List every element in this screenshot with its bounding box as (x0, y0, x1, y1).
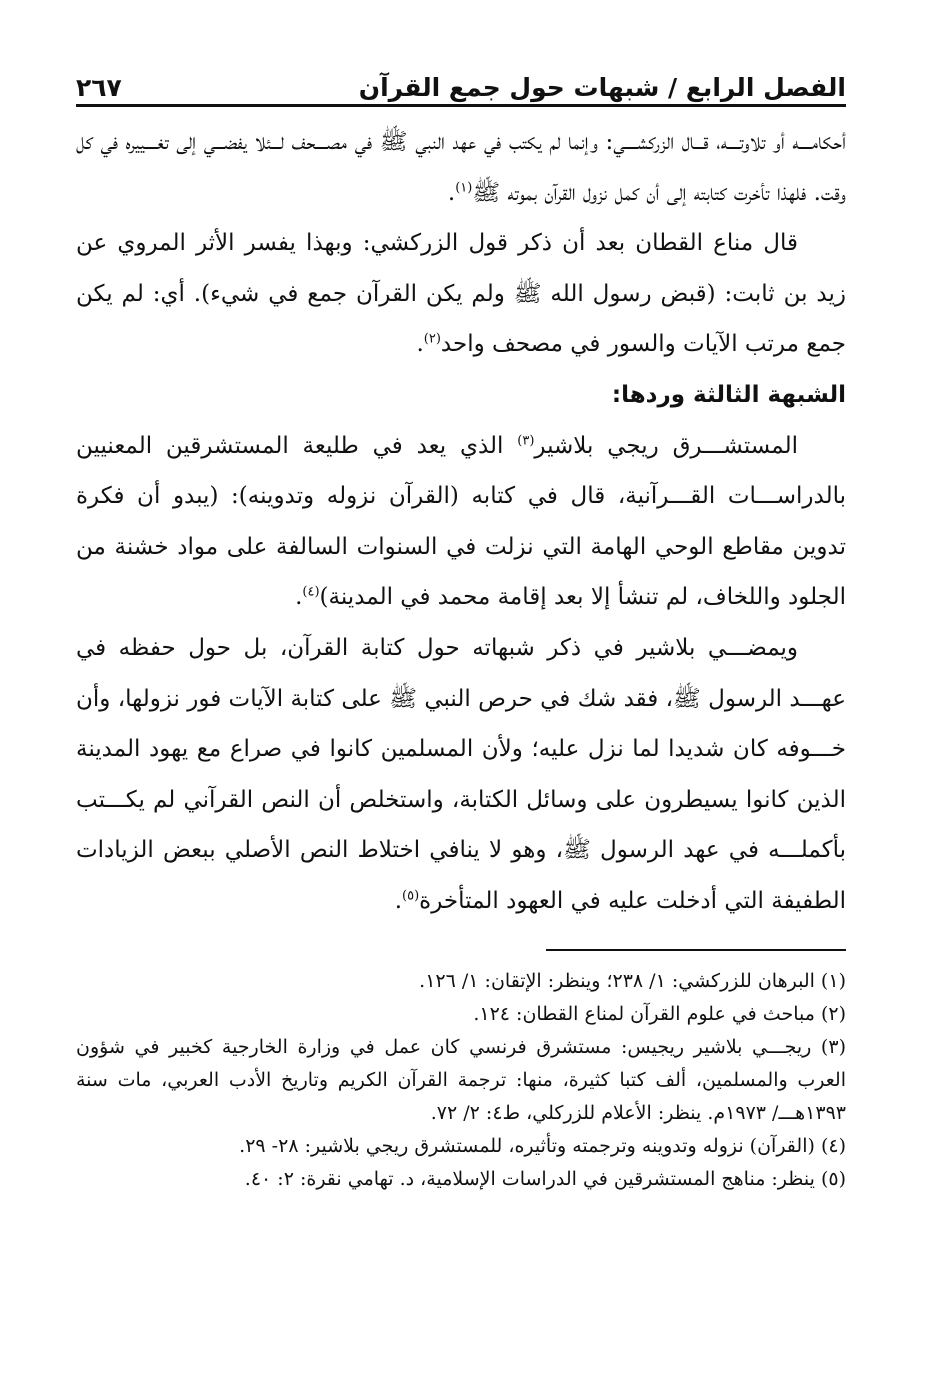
paragraph-1: أحكامــــه أو تلاوتــــه، قـــال الزركشــــي: وإنما لم يكتب في عهد النبي ﷺ في مصــــحف لـــئلا يفضـــي إلى تغــــييره في كل وقت. فلهذا تأخرت كتابته إلى أن كمل نزول القرآن بموته ﷺ$^{(١)}$. (76, 129, 846, 206)
document-page (76, 56, 846, 1346)
paragraph-2: قال مناع القطان بعد أن ذكر قول الزركشي: وبهذا يفسر الأثر المروي عن زيد بن ثابت: (قبض رسول الله ﷺ ولم يكن القرآن جمع في شيء). أي: لم يكن جمع مرتب الآيات والسور في مصحف واحد$^{(٢)}$. (76, 230, 846, 358)
footnote-1: (١) البرهان للزركشي: ١/ ٢٣٨؛ وينظر: الإتقان: ١/ ١٢٦. (419, 969, 846, 992)
footnote-3: (٣) ريجـــي بلاشير ريجيس: مستشرق فرنسي كان عمل في وزارة الخارجية كخبير في شؤون العرب والمسلمين، ألف كتبا كثيرة، منها: ترجمة القرآن الكريم وتاريخ الأدب العربي، مات سنة ١٣٩٣هـــ/ ١٩٧٣م. ينظر: الأعلام للزركلي، ط٤: ٢/ ٧٢. (76, 1035, 846, 1124)
footnote-5: (٥) ينظر: مناهج المستشرقين في الدراسات الإسلامية، د. تهامي نقرة: ٢: ٤٠. (244, 1167, 846, 1190)
footnote-2: (٢) مباحث في علوم القرآن لمناع القطان: ١٢٤. (473, 1002, 846, 1025)
footnotes (76, 965, 846, 1196)
footnote-ref-5[interactable]: (٥) (402, 888, 420, 904)
page-number: ٢٦٧ (76, 73, 122, 102)
main-text (76, 117, 846, 927)
footnote-ref-2[interactable]: (٢) (423, 331, 441, 347)
section-heading: الشبهة الثالثة وردها: (611, 381, 846, 408)
paragraph-3: المستشـــرق ريجي بلاشير$^{(٣)}$ الذي يعد في طليعة المستشرقين المعنيين بالدراســـات القـــرآنية، قال في كتابه (القرآن نزوله وتدوينه): (يبدو أن فكرة تدوين مقاطع الوحي الهامة التي نزلت في السنوات السالفة على مواد خشنة من الجلود واللخاف، لم تنشأ إلا بعد إقامة محمد في المدينة)$^{(٤)}$. (76, 432, 846, 611)
footnote-divider (546, 949, 846, 951)
paragraph-4: ويمضـــي بلاشير في ذكر شبهاته حول كتابة القرآن، بل حول حفظه في عهـــد الرسول ﷺ، فقد شك في حرص النبي ﷺ على كتابة الآيات فور نزولها، وأن خـــوفه كان شديدا لما نزل عليه؛ ولأن المسلمين كانوا في صراع مع يهود المدينة الذين كانوا يسيطرون على وسائل الكتابة، واستخلص أن النص القرآني لم يكـــتب بأكملـــه في عهد الرسول ﷺ، وهو لا ينافي اختلاط النص الأصلي ببعض الزيادات الطفيفة التي أدخلت عليه في العهود المتأخرة$^{(٥)}$. (76, 634, 846, 914)
chapter-title: الفصل الرابع / شبهات حول جمع القرآن (358, 73, 846, 102)
footnote-ref-4[interactable]: (٤) (302, 584, 320, 600)
footnote-4: (٤) (القرآن) نزوله وتدوينه وترجمته وتأثيره، للمستشرق ريجي بلاشير: ٢٨- ٢٩. (239, 1134, 846, 1157)
footnote-ref-3[interactable]: (٣) (517, 432, 535, 448)
running-header (76, 56, 846, 107)
footnote-ref-1[interactable]: (١) (455, 179, 473, 195)
